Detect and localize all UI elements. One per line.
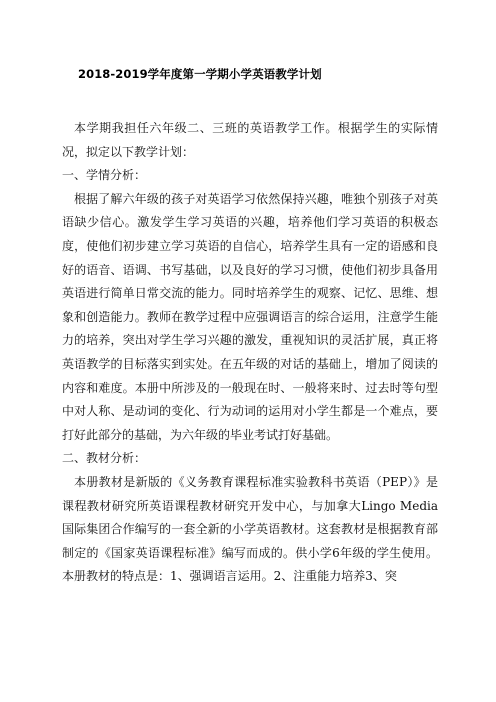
section-heading-textbook-analysis: 二、教材分析： bbox=[62, 451, 147, 466]
textbook-analysis-paragraph: 本册教材是新版的《义务教育课程标准实验教科书英语（PEP）》是课程教材研究所英语课程教材研究开发中心，与加拿大Lingo Media国际集团合作编写的一套全新的小学英语教材。这套教材是根据教育部制定的《国家英语课程标准》编写而成的。供小学6年级的学生使用。本册教材的特点是：1、强调语言运用。2、注重能力培养3、突 bbox=[62, 474, 438, 584]
document-title: 2018-2019学年度第一学期小学英语教学计划 bbox=[78, 67, 322, 81]
document-body bbox=[62, 117, 438, 589]
student-analysis-paragraph: 根据了解六年级的孩子对英语学习依然保持兴趣，唯独个别孩子对英语缺少信心。激发学生学习英语的兴趣，培养他们学习英语的积极态度，使他们初步建立学习英语的自信心，培养学生具有一定的语感和良好的语音、语调、书写基础，以及良好的学习习惯，使他们初步具备用英语进行简单日常交流的能力。同时培养学生的观察、记忆、思维、想象和创造能力。教师在教学过程中应强调语言的综合运用，注意学生能力的培养，突出对学生学习兴趣的激发，重视知识的灵活扩展，真正将英语教学的目标落实到实处。在五年级的对话的基础上，增加了阅读的内容和难度。本册中所涉及的一般现在时、一般将来时、过去时等句型中对人称、是动词的变化、行为动词的运用对小学生都是一个难点，要打好此部分的基础，为六年级的毕业考试打好基础。 bbox=[62, 191, 438, 442]
section-heading-student-analysis: 一、学情分析： bbox=[62, 168, 147, 183]
intro-paragraph: 本学期我担任六年级二、三班的英语教学工作。根据学生的实际情况，拟定以下教学计划： bbox=[62, 121, 438, 159]
